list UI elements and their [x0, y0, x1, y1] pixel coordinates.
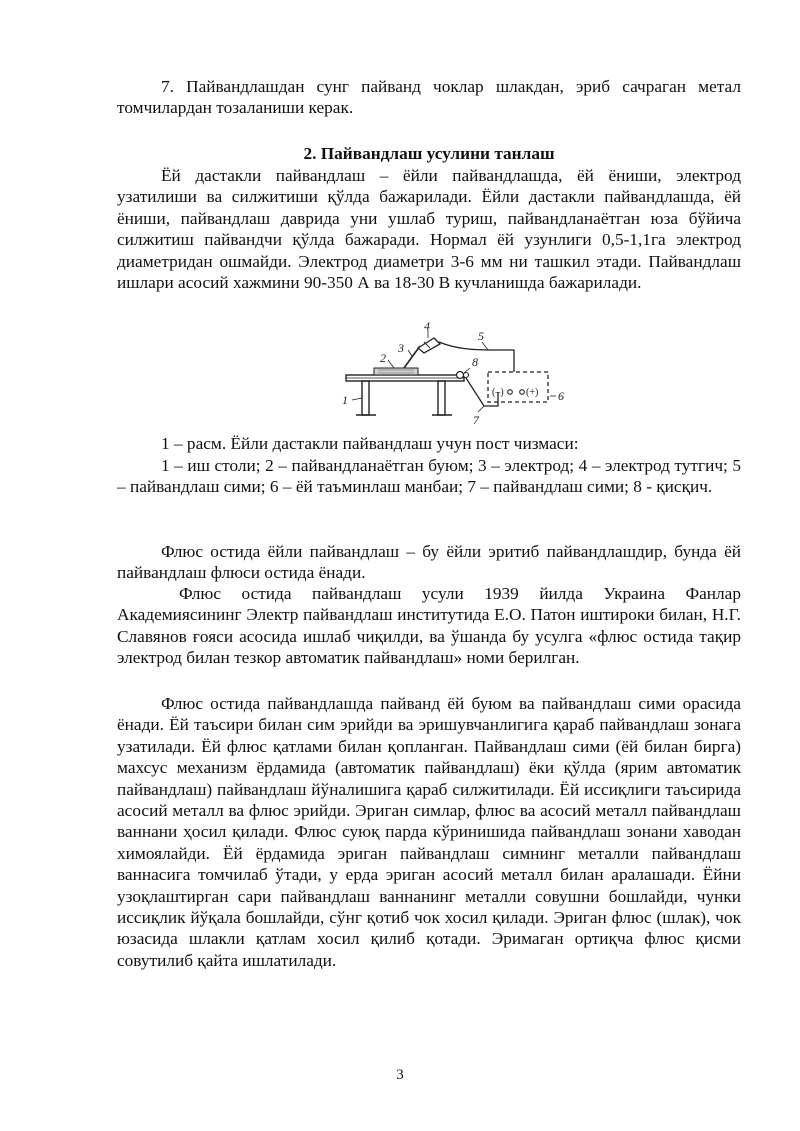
label-1: 1	[342, 393, 348, 407]
figure-legend: 1 – иш столи; 2 – пайвандланаётган буюм; 3 – электрод; 4 – электрод тутгич; 5 – пайвандлаш сими; 6 – ёй таъминлаш манбаи; 7 – пайвандлаш сими; 8 - қисқич.	[117, 456, 741, 497]
paragraph-flux-history: Флюс остида пайвандлаш усули 1939 йилда Украина Фанлар Академиясининг Электр пайвандлаш институтида Е.О. Патон иштироки билан, Н.Г. Славянов ғояси асосида ишлаб чиқилди, ва ўшанда бу усулга «флюс остида тақир электрод билан тезкор автоматик пайвандлаш» номи берилган.	[117, 584, 741, 668]
table-leg-left	[362, 381, 369, 415]
label-2: 2	[380, 351, 386, 365]
label-5: 5	[478, 329, 484, 343]
label-4: 4	[424, 320, 430, 333]
workpiece	[374, 368, 418, 375]
clamp	[457, 372, 464, 379]
label-3: 3	[398, 341, 404, 355]
paragraph-manual-welding: Ёй дастакли пайвандлаш – ёйли пайвандлашда, ёй ёниши, электрод узатилиши ва силжитиши қўлда бажарилади. Ёйли дастакли пайвандлашда, ёй ёниши, пайвандлаш даврида уни ушлаб туриш, пайвандланаётган юза бўйича силжитиш пайвандчи қўлда бажаради. Нормал ёй узунлиги 0,5-1,1га электрод диаметридан ошмайди. Электрод диаметри 3-6 мм ни ташкил этади. Пайвандлаш ишлари асосий хажмини 90-350 А ва 18-30 В кучланишда бажарилади.	[117, 166, 741, 293]
paragraph-flux-definition: Флюс остида ёйли пайвандлаш – бу ёйли эритиб пайвандлашдир, бунда ёй пайвандлаш флюси остида ёнади.	[117, 542, 741, 583]
paragraph-flux-process: Флюс остида пайвандлашда пайванд ёй буюм ва пайвандлаш сими орасида ёнади. Ёй таъсири билан сим эрийди ва эришувчанлигига қараб пайвандлаш зонага узатилади. Ёй флюс қатлами билан қопланган. Пайвандлаш сими (ёй билан бирга) махсус механизм ёрдамида (автоматик пайвандлаш) ёки қўлда (ярим автоматик пайвандлаш) пайвандлаш йўналишига қараб силжитилади. Ёй иссиқлиги таъсирида асосий металл ва флюс эрийди. Эриган симлар, флюс ва асосий металл пайвандлаш ваннани ҳосил қилади. Флюс суюқ парда кўринишида пайвандлаш зонани хаводан химоялайди. Ёй ёрдамида эриган пайвандлаш симнинг металли пайвандлаш ваннасига томчилаб ўтади, у ерда эриган асосий металл билан аралашади. Ёйни узоқлаштирган сари пайвандлаш ваннанинг металли совушни бошлайди, чунки иссиқлик йўқала бошлайди, сўнг қотиб чок хосил қилади. Эриган флюс (шлак), чок юзасида шлакли қатлам хосил қилиб қотади. Эримаган ортиқча флюс қисми совутилиб қайта ишлатилади.	[117, 694, 741, 970]
plus-terminal-label: (+)	[526, 387, 539, 398]
electrode	[404, 346, 420, 368]
table-leg-right	[438, 381, 445, 415]
welding-post-diagram	[338, 320, 578, 428]
minus-terminal-label: (–)	[492, 387, 504, 398]
label-6: 6	[558, 389, 564, 403]
electrode-holder	[418, 338, 440, 353]
section-heading: 2. Пайвандлаш усулини танлаш	[303, 144, 555, 163]
paragraph-item-7: 7. Пайвандлашдан сунг пайванд чоклар шлакдан, эриб сачраган метал томчилардан тозаланиши керак.	[117, 77, 741, 118]
welding-post-figure	[338, 320, 578, 428]
label-7: 7	[473, 413, 479, 427]
figure-caption: 1 – расм. Ёйли дастакли пайвандлаш учун пост чизмаси:	[161, 434, 579, 453]
page-number: 3	[396, 1067, 404, 1083]
label-8: 8	[472, 355, 478, 369]
